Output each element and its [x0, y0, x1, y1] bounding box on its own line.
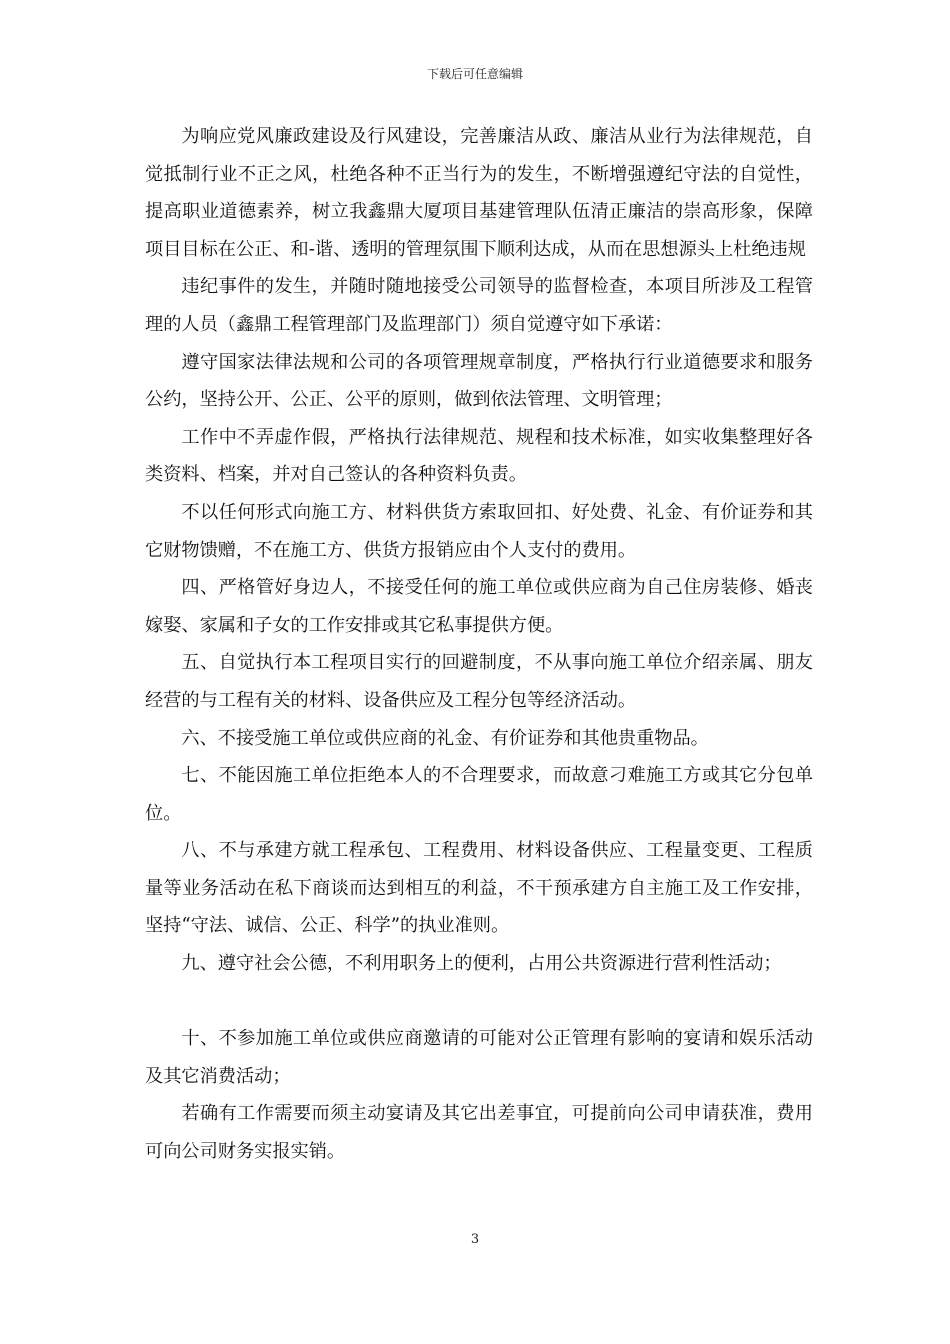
paragraph: 四、严格管好身边人，不接受任何的施工单位或供应商为自己住房装修、婚丧嫁娶、家属和子女的工作安排或其它私事提供方便。	[145, 577, 813, 636]
paragraph: 六、不接受施工单位或供应商的礼金、有价证券和其他贵重物品。	[181, 727, 709, 749]
paragraph: 五、自觉执行本工程项目实行的回避制度，不从事向施工单位介绍亲属、朋友经营的与工程有关的材料、设备供应及工程分包等经济活动。	[145, 652, 813, 711]
page-number: 3	[470, 1232, 480, 1247]
document-body	[145, 118, 813, 1171]
paragraph: 八、不与承建方就工程承包、工程费用、材料设备供应、工程量变更、工程质量等业务活动在私下商谈而达到相互的利益，不干预承建方自主施工及工作安排，坚持“守法、诚信、公正、科学”的执业准则。	[145, 840, 813, 937]
paragraph: 工作中不弄虚作假，严格执行法律规范、规程和技术标准，如实收集整理好各类资料、档案，并对自己签认的各种资料负责。	[145, 426, 813, 486]
paragraph: 遵守国家法律法规和公司的各项管理规章制度，严格执行行业道德要求和服务公约，坚持公开、公正、公平的原则，做到依法管理、文明管理；	[145, 351, 813, 411]
paragraph: 若确有工作需要而须主动宴请及其它出差事宜，可提前向公司申请获准，费用可向公司财务实报实销。	[145, 1103, 813, 1163]
paragraph: 七、不能因施工单位拒绝本人的不合理要求，而故意刁难施工方或其它分包单位。	[145, 765, 813, 824]
paragraph: 十、不参加施工单位或供应商邀请的可能对公正管理有影响的宴请和娱乐活动及其它消费活动；	[145, 1028, 813, 1087]
paragraph: 为响应党风廉政建设及行风建设，完善廉洁从政、廉洁从业行为法律规范，自觉抵制行业不正之风，杜绝各种不正当行为的发生，不断增强遵纪守法的自觉性，提高职业道德素养，树立我鑫鼎大厦项目基建管理队伍清正廉洁的崇高形象，保障项目目标在公正、和-谐、透明的管理氛围下顺利达成，从而在思想源头上杜绝违规	[145, 126, 813, 260]
paragraph: 九、遵守社会公德，不利用职务上的便利，占用公共资源进行营利性活动；	[181, 953, 782, 975]
paragraph: 违纪事件的发生，并随时随地接受公司领导的监督检查，本项目所涉及工程管理的人员（鑫鼎工程管理部门及监理部门）须自觉遵守如下承诺：	[145, 276, 813, 335]
page-header: 下载后可任意编辑	[426, 67, 523, 81]
paragraph: 不以任何形式向施工方、材料供货方索取回扣、好处费、礼金、有价证券和其它财物馈赠，不在施工方、供货方报销应由个人支付的费用。	[145, 501, 813, 561]
